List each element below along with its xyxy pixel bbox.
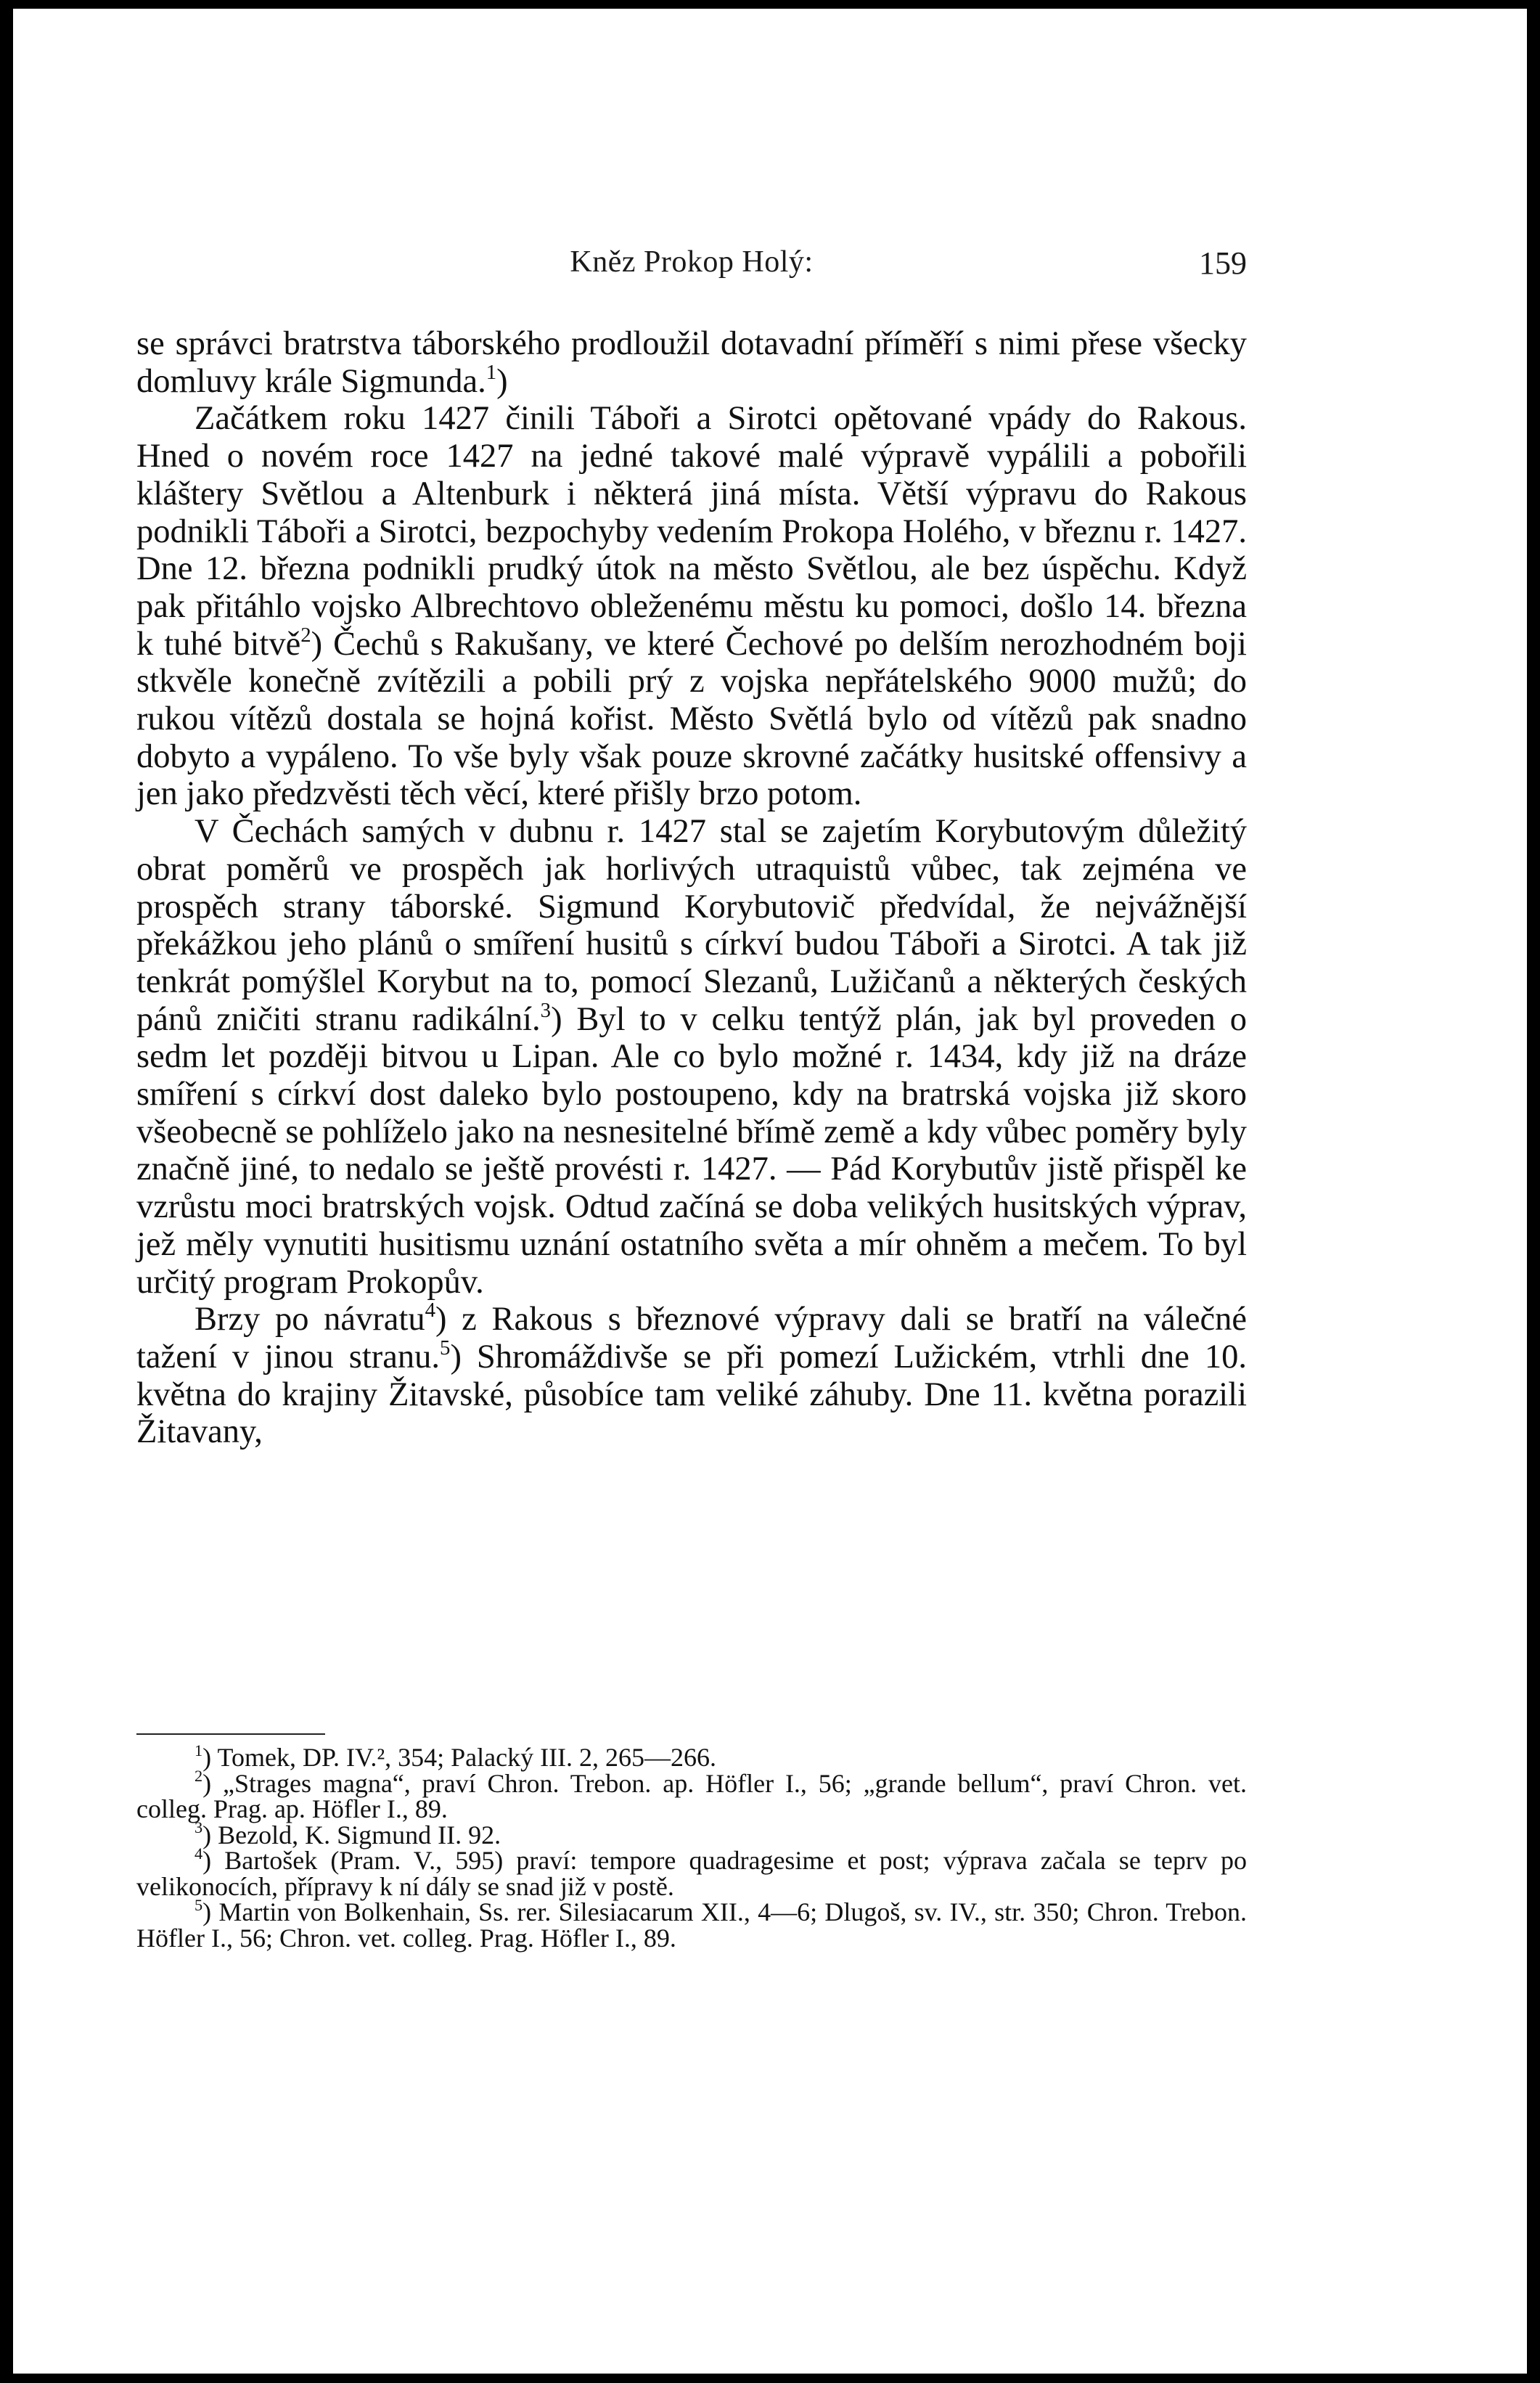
footnote-mark: 2: [194, 1767, 203, 1786]
paragraph: [136, 1301, 1247, 1451]
paragraph: [136, 325, 1247, 400]
paragraph-text: Brzy po návratu: [194, 1301, 425, 1338]
page-header: [136, 245, 1247, 288]
footnote: [136, 1818, 1247, 1849]
book-page: [13, 9, 1527, 2374]
paragraph: [136, 400, 1247, 813]
paragraph-text: ) Byl to v celku tentýž plán, jak byl proveden o sedm let později bitvou u Lipan. Ale co bylo možné r. 1434, kdy již na dráze smíření s církví dost daleko bylo postoupeno, kdy na bratrská vojska již skoro všeobecně se pohlíželo jako na nesnesitelné břímě země a kdy vůbec poměry byly značně jiné, to nedalo se ještě provésti r. 1427. — Pád Korybutův jistě přispěl ke vzrůstu moci bratrských vojsk. Odtud začíná se doba velikých husitských výprav, jež měly vynutiti husitismu uznání ostatního světa a mír ohněm a mečem. To byl určitý program Prokopův.: [136, 1000, 1247, 1301]
footnote: [136, 1741, 1247, 1772]
footnote-reference: 3: [540, 998, 552, 1022]
paragraph-text: ) z Rakous s březnové výpravy dali se bratří na válečné tažení v jinou stranu.: [136, 1301, 1247, 1376]
body-text: [136, 325, 1247, 1451]
footnote-reference: 4: [425, 1299, 436, 1323]
paragraph-text: ): [496, 362, 508, 400]
paragraph-text: V Čechách samých v dubnu r. 1427 stal se zajetím Korybutovým důležitý obrat poměrů ve prospěch jak horlivých utraquistů vůbec, tak zejména ve prospěch strany táborské. Sigmund Korybutovič předvídal, že nejvážnější překážkou jeho plánů o smíření husitů s církví budou Táboři a Sirotci. A tak již tenkrát pomýšlel Korybut na to, pomocí Slezanů, Lužičanů a některých českých pánů zničiti stranu radikální.: [136, 813, 1247, 1038]
paragraph: [136, 813, 1247, 1301]
paragraph-text: ) Shromáždivše se při pomezí Lužickém, vtrhli dne 10. května do krajiny Žitavské, působíce tam veliké záhuby. Dne 11. května porazili Žitavany,: [136, 1338, 1248, 1451]
paragraph-text: se správci bratrstva táborského prodloužil dotavadní příměří s nimi přese všecky domluvy krále Sigmunda.: [136, 325, 1247, 400]
footnote-reference: 5: [440, 1336, 451, 1360]
footnote-reference: 1: [486, 360, 497, 384]
page-number: 159: [1199, 245, 1247, 281]
footnote-mark: 1: [194, 1741, 203, 1759]
footnote: [136, 1767, 1247, 1823]
paragraph-text: Začátkem roku 1427 činili Táboři a Sirotci opětované vpády do Rakous. Hned o novém roce 1427 na jedné takové malé výpravě vypálili a pobořili kláštery Světlou a Altenburk i některá jiná místa. Větší výpravu do Rakous podnikli Táboři a Sirotci, bezpochyby vedením Prokopa Holého, v březnu r. 1427. Dne 12. března podnikli prudký útok na město Světlou, ale bez úspěchu. Když pak přitáhlo vojsko Albrechtovo obleženému městu ku pomoci, došlo 14. března k tuhé bitvě: [136, 400, 1247, 663]
footnote-divider: [136, 1733, 325, 1735]
footnote-text: ) „Strages magna“, praví Chron. Trebon. ap. Höfler I., 56; „grande bellum“, praví Chron. vet. colleg. Prag. ap. Höfler I., 89.: [136, 1768, 1247, 1823]
footnote-text: ) Bartošek (Pram. V., 595) praví: tempore quadragesime et post; výprava začala se teprv po velikonocích, přípravy k ní dály se snad již v postě.: [136, 1846, 1247, 1901]
footnote: [136, 1844, 1247, 1901]
footnotes: [136, 1741, 1247, 1953]
paragraph-text: ) Čechů s Rakušany, ve které Čechové po delším nerozhodném boji stkvěle konečně zvítězili a pobili prý z vojska nepřátelského 9000 mužů; do rukou vítězů dostala se hojná kořist. Město Světlá bylo od vítězů pak snadno dobyto a vypáleno. To vše byly však pouze skrovné začátky husitské offensivy a jen jako předzvěsti těch věcí, které přišly brzo potom.: [136, 625, 1247, 813]
footnote-mark: 3: [194, 1818, 203, 1837]
footnote-text: ) Martin von Bolkenhain, Ss. rer. Silesiacarum XII., 4—6; Dlugoš, sv. IV., str. 350; Chron. Trebon. Höfler I., 56; Chron. vet. colleg. Prag. Höfler I., 89.: [136, 1897, 1247, 1953]
footnote-text: ) Bezold, K. Sigmund II. 92.: [202, 1820, 501, 1849]
footnote-mark: 4: [194, 1844, 203, 1863]
footnote-mark: 5: [194, 1895, 203, 1914]
footnote-text: ) Tomek, DP. IV.², 354; Palacký III. 2, 265—266.: [202, 1743, 717, 1772]
footnote: [136, 1895, 1247, 1953]
footnote-reference: 2: [300, 623, 311, 647]
running-title: Kněz Prokop Holý:: [570, 245, 814, 279]
